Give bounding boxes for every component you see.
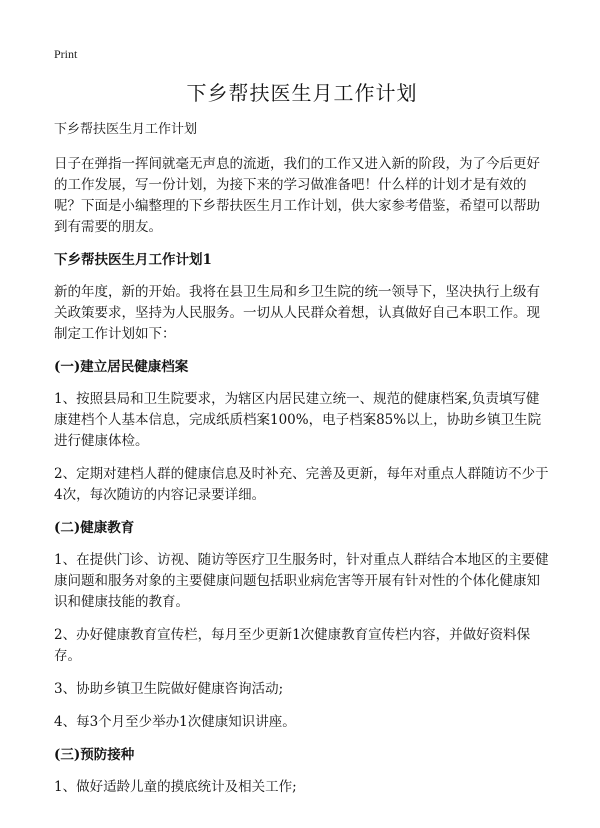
document-title: 下乡帮扶医生月工作计划 [186,81,418,105]
section1-item: 1、按照县局和卫生院要求，为辖区内居民建立统一、规范的健康档案,负责填写健康建档个人基本信息，完成纸质档案100%，电子档案85%以上，协助乡镇卫生院进行健康体检。 [54,391,542,449]
section3-heading: (三)预防接种 [54,747,135,763]
document-body [54,77,550,810]
section1-heading: (一)建立居民健康档案 [54,359,189,375]
intro-paragraph: 日子在弹指一挥间就毫无声息的流逝，我们的工作又进入新的阶段，为了今后更好的工作发展，写一份计划，为接下来的学习做准备吧！什么样的计划才是有效的呢？下面是小编整理的下乡帮扶医生月工作计划，供大家参考借鉴，希望可以帮助到有需要的朋友。 [54,156,540,235]
section3-item: 1、做好适龄儿童的摸底统计及相关工作; [54,779,297,795]
section2-item: 2、办好健康教育宣传栏，每月至少更新1次健康教育宣传栏内容，并做好资料保存。 [54,627,531,664]
print-label: Print [54,47,78,61]
document-subtitle: 下乡帮扶医生月工作计划 [54,122,198,137]
section2-item: 3、协助乡镇卫生院做好健康咨询活动; [54,681,284,697]
plan1-intro-paragraph: 新的年度，新的开始。我将在县卫生局和乡卫生院的统一领导下，坚决执行上级有关政策要求，坚持为人民服务。一切从人民群众着想，认真做好自己本职工作。现制定工作计划如下： [54,284,540,342]
plan1-heading: 下乡帮扶医生月工作计划1 [54,252,212,268]
section2-heading: (二)健康教育 [54,520,135,536]
section2-item: 4、每3个月至少举办1次健康知识讲座。 [54,714,296,730]
section2-item: 1、在提供门诊、访视、随访等医疗卫生服务时，针对重点人群结合本地区的主要健康问题和服务对象的主要健康问题包括职业病危害等开展有针对性的个体化健康知识和健康技能的教育。 [54,552,549,610]
section1-item: 2、定期对建档人群的健康信息及时补充、完善及更新，每年对重点人群随访不少于4次，每次随访的内容记录要详细。 [54,466,549,503]
